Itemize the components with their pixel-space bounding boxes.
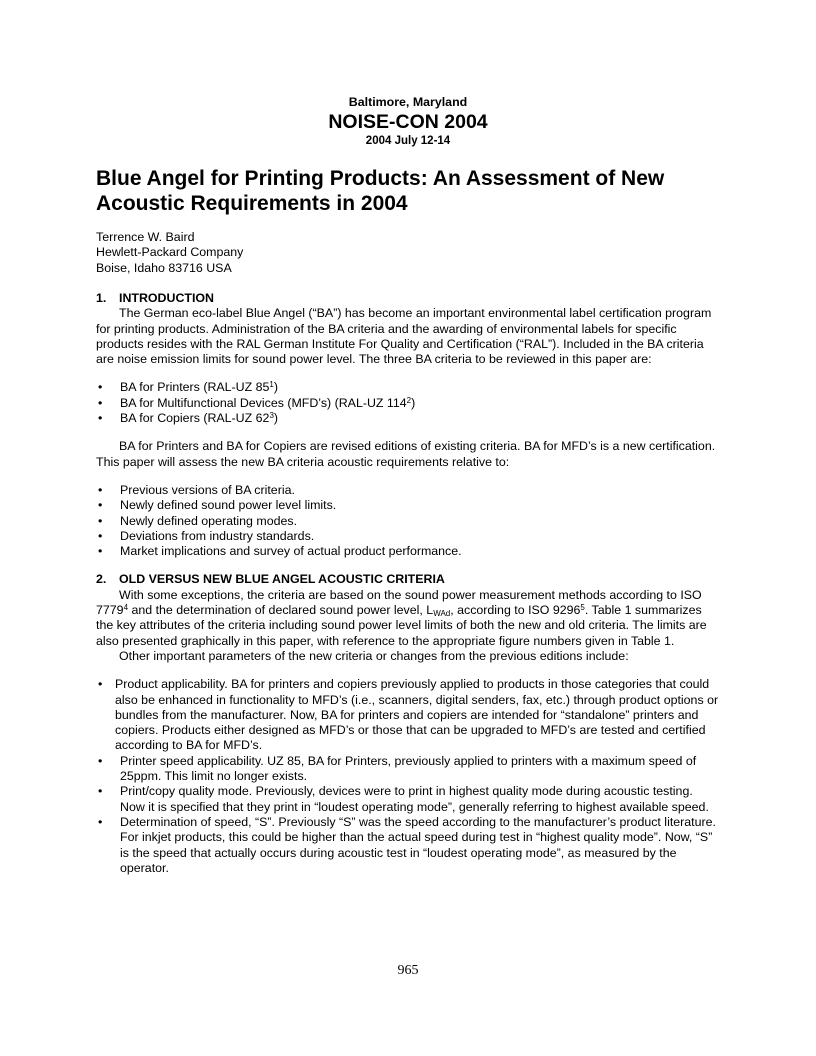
- list-item: • Newly defined sound power level limits.: [98, 498, 337, 513]
- list-item: • Newly defined operating modes.: [98, 513, 298, 528]
- changes-list: [96, 677, 720, 876]
- author-name: Terrence W. Baird: [96, 230, 195, 244]
- bullet-icon: •: [98, 784, 103, 799]
- bullet-icon: •: [98, 498, 103, 513]
- conference-date: 2004 July 12-14: [365, 135, 451, 147]
- bullet-icon: •: [98, 411, 103, 426]
- list-item: • Previous versions of BA criteria.: [98, 482, 295, 497]
- conference-name: NOISE-CON 2004: [328, 111, 488, 133]
- paragraph: Other important parameters of the new criteria or changes from the previous editions include:: [119, 648, 629, 663]
- list-item: • BA for Copiers (RAL-UZ $62^3$): [98, 411, 279, 426]
- criteria-list: [96, 380, 720, 426]
- bullet-icon: •: [98, 753, 103, 768]
- paragraph: The German eco-label Blue Angel (“BA”) has become an important environmental label certification program for printing products. Administration of the BA criteria and the awarding of environmental labels for specific products resides with the RAL German Institute For Quality and Certification (“RAL”). Included in the BA criteria are noise emission limits for sound power level. The three BA criteria to be reviewed in this paper are:: [96, 306, 712, 367]
- bullet-icon: •: [98, 814, 103, 829]
- list-item: • Deviations from industry standards.: [98, 528, 315, 543]
- bullet-icon: •: [98, 482, 103, 497]
- assessment-list: [96, 483, 720, 559]
- list-item: • Printer speed applicability. UZ 85, BA for Printers, previously applied to printers with a maximum speed of 25ppm. This limit no longer exists.: [98, 753, 697, 784]
- bullet-icon: •: [98, 380, 103, 395]
- page-number: 965: [397, 963, 419, 978]
- conference-location: Baltimore, Maryland: [348, 95, 468, 109]
- section-1-heading: [96, 291, 720, 306]
- list-item: • BA for Printers (RAL-UZ $85^1$): [98, 380, 279, 395]
- paper-body: [96, 291, 720, 889]
- bullet-icon: •: [98, 544, 103, 559]
- list-item: • Determination of speed, “S”. Previously “S” was the speed according to the manufacturer’s product literature. For inkjet products, this could be higher than the actual speed during test in “highest quality mode”. Now, “S” is the speed that actually occurs during acoustic test in “loudest operating mode”, as measured by the operator.: [98, 814, 716, 875]
- bullet-icon: •: [98, 528, 103, 543]
- section-number: 2.: [96, 572, 107, 587]
- paper-title: Blue Angel for Printing Products: An Assessment of New Acoustic Requirements in 2004: [96, 167, 665, 215]
- bullet-icon: •: [98, 677, 103, 692]
- list-item: • BA for Multifunctional Devices (MFD’s) (RAL-UZ $114^2$): [98, 395, 416, 410]
- bullet-icon: •: [98, 513, 103, 528]
- section-title: INTRODUCTION: [119, 291, 214, 305]
- section-2-heading: [96, 572, 720, 587]
- author-address: Boise, Idaho 83716 USA: [96, 260, 232, 275]
- paragraph: BA for Printers and BA for Copiers are revised editions of existing criteria. BA for MFD’s is a new certification. This paper will assess the new BA criteria acoustic requirements relative to:: [96, 439, 716, 469]
- paragraph: With some exceptions, the criteria are based on the sound power measurement methods according to ISO 7779$^4$ and the determination of declared sound power level, $L_{WAd}$, according to ISO 9296$^5$. Table 1 summarizes the key attributes of the criteria including sound power level limits of both the new and old criteria. The limits are also presented graphically in this paper, with reference to the appropriate figure numbers given in Table 1.: [96, 587, 707, 648]
- author-block: [96, 230, 720, 276]
- author-company: Hewlett-Packard Company: [96, 245, 244, 260]
- section-title: OLD VERSUS NEW BLUE ANGEL ACOUSTIC CRITERIA: [119, 572, 445, 587]
- bullet-icon: •: [98, 395, 103, 410]
- list-item: • Product applicability. BA for printers and copiers previously applied to products in those categories that could also be enhanced in functionality to MFD’s (i.e., scanners, digital senders, fax, etc.) through product options or bundles from the manufacturer. Now, BA for printers and copiers are intended for “standalone” printers and copiers. Products either designed as MFD’s or those that can be upgraded to MFD’s are tested and certified according to BA for MFD’s.: [98, 677, 719, 753]
- section-number: 1.: [96, 291, 107, 305]
- list-item: • Print/copy quality mode. Previously, devices were to print in highest quality mode during acoustic testing. Now it is specified that they print in “loudest operating mode”, generally referring to highest available speed.: [98, 784, 709, 814]
- list-item: • Market implications and survey of actual product performance.: [98, 544, 462, 559]
